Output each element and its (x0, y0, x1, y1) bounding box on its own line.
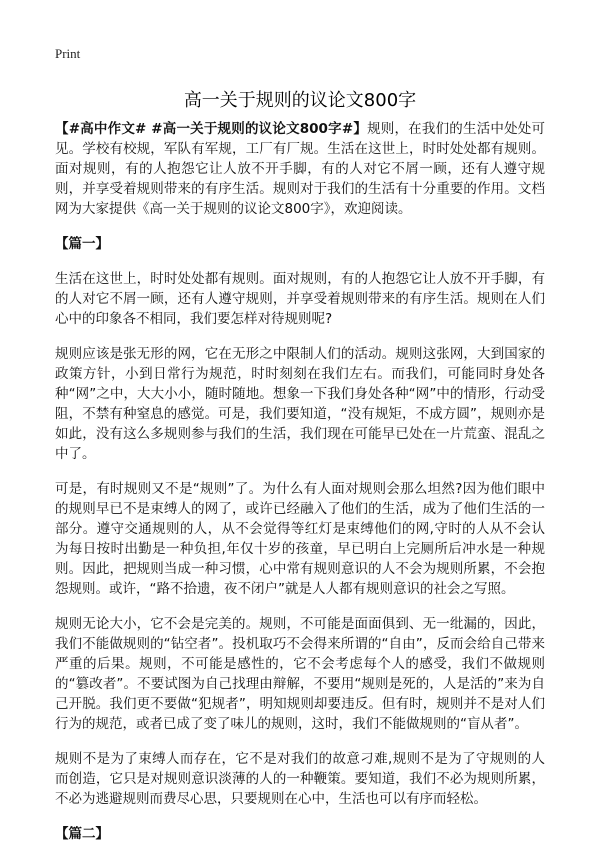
intro-tag: 【#高中作文# #高一关于规则的议论文800字#】 (55, 121, 368, 137)
article-body (55, 119, 545, 859)
intro-text: 规则，在我们的生活中处处可见。学校有校规，军队有军规，工厂有厂规。生活在这世上，时时处处都有规则。面对规则，有的人抱怨它让人放不开手脚，有的人对它不屑一顾，还有人遵守规则，并享受着规则带来的有序生活。规则对于我们的生活有十分重要的作用。文档网为大家提供《高一关于规则的议论文800字》，欢迎阅读。 (55, 121, 545, 217)
section-heading-1: 【篇一】 (55, 236, 109, 252)
intro-paragraph (55, 119, 545, 219)
section1-paragraph-1: 生活在这世上，时时处处都有规则。面对规则，有的人抱怨它让人放不开手脚，有的人对它不屑一顾，还有人遵守规则，并享受着规则带来的有序生活。规则在人们心中的印象各不相同，我们要怎样对待规则呢? (55, 271, 545, 327)
section1-paragraph-4: 规则无论大小，它不会是完美的。规则，不可能是面面俱到、无一纰漏的，因此，我们不能做规则的“钻空者”。投机取巧不会得来所谓的“自由”，反而会给自己带来严重的后果。规则，不可能是感性的，它不会考虑每个人的感受，我们不做规则的“篡改者”。不要试图为自己找理由辩解，不要用“规则是死的，人是活的”来为自己开脱。我们更不要做“犯规者”，明知规则却要违反。但有时，规则并不是对人们行为的规范，或者已成了变了味儿的规则，这时，我们不能做规则的“盲从者”。 (55, 616, 545, 732)
section-heading-2: 【篇二】 (55, 826, 109, 842)
print-label[interactable]: Print (55, 46, 81, 61)
section1-paragraph-3: 可是，有时规则又不是“规则”了。为什么有人面对规则会那么坦然?因为他们眼中的规则早已不是束缚人的网了，或许已经融入了他们的生活，成为了他们生活的一部分。遵守交通规则的人，从不会觉得等红灯是束缚他们的网,守时的人从不会认为每日按时出勤是一种负担,年仅十岁的孩童，早已明白上完厕所后冲水是一种规则。因此，把规则当成一种习惯，心中常有规则意识的人不会为规则所累，不会抱怨规则。或许，“路不拾遗，夜不闭户”就是人人都有规则意识的社会之写照。 (55, 481, 545, 597)
section1-paragraph-5: 规则不是为了束缚人而存在，它不是对我们的故意刁难,规则不是为了守规则的人而创造，它只是对规则意识淡薄的人的一种鞭策。要知道，我们不必为规则所累，不必为逃避规则而费尽心思，只要规则在心中，生活也可以有序而轻松。 (55, 751, 545, 807)
section1-paragraph-2: 规则应该是张无形的网，它在无形之中限制人们的活动。规则这张网，大到国家的政策方针，小到日常行为规范，时时刻刻在我们左右。而我们，可能同时身处各种“网”之中，大大小小，随时随地。想象一下我们身处各种“网”中的情形，行动受阻，不禁有种窒息的感觉。可是，我们要知道，“没有规矩，不成方圆”，规则亦是如此，没有这么多规则参与我们的生活，我们现在可能早已处在一片荒蛮、混乱之中了。 (55, 346, 545, 462)
page-title: 高一关于规则的议论文800字 (183, 90, 417, 111)
